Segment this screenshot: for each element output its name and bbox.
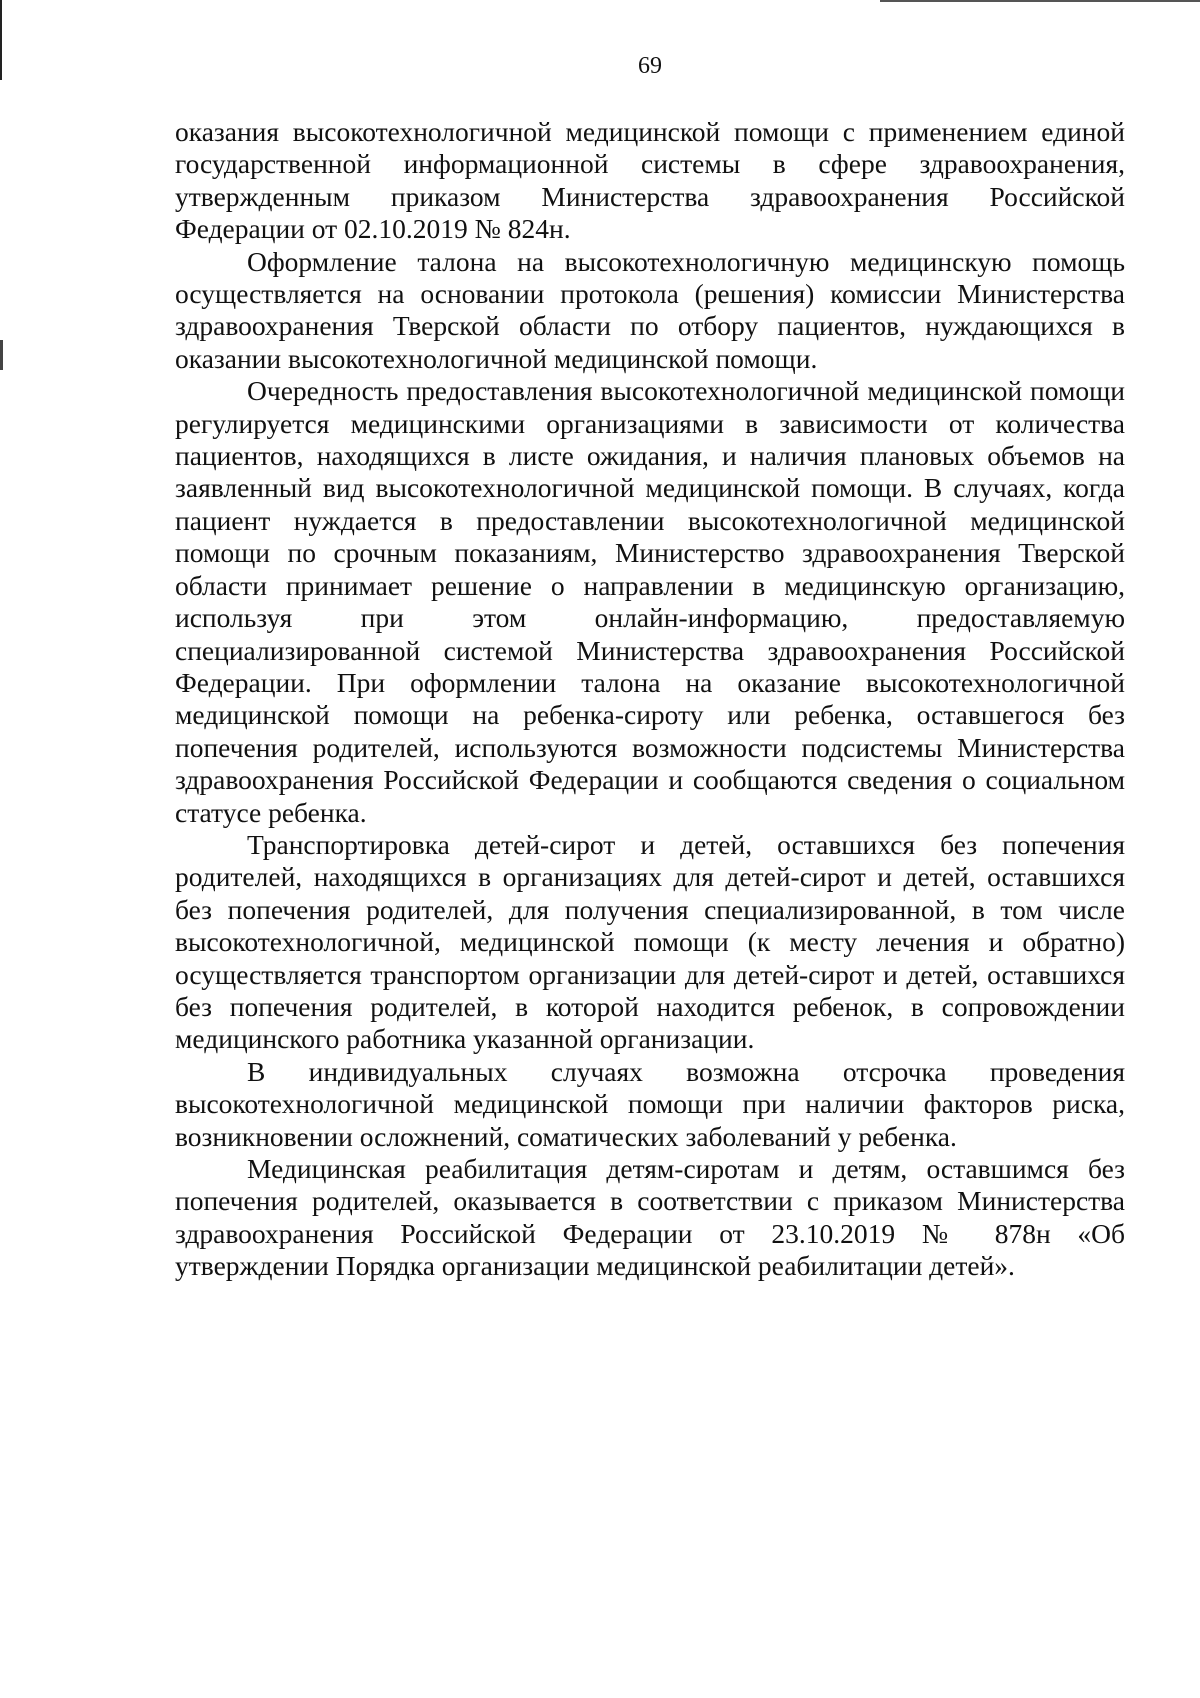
paragraph: Очередность предоставления высокотехнологичной медицинской помощи регулируется медицинскими организациями в зависимости от количества пациентов, находящихся в листе ожидания, и наличия плановых объемов на заявленный вид высокотехнологичной медицинской помощи. В случаях, когда пациент нуждается в предоставлении высокотехнологичной медицинской помощи по срочным показаниям, Министерство здравоохранения Тверской области принимает решение о направлении в медицинскую организацию, используя при этом онлайн-информацию, предоставляемую специализированной системой Министерства здравоохранения Российской Федерации. При оформлении талона на оказание высокотехнологичной медицинской помощи на ребенка-сироту или ребенка, оставшегося без попечения родителей, используются возможности подсистемы Министерства здравоохранения Российской Федерации и сообщаются сведения о социальном статусе ребенка.	[175, 375, 1125, 828]
page-number: 69	[638, 53, 662, 79]
scan-edge-mark	[880, 0, 1200, 2]
paragraph: Медицинская реабилитация детям-сиротам и детям, оставшимся без попечения родителей, оказывается в соответствии с приказом Министерства здравоохранения Российской Федерации от 23.10.2019 № 878н «Об утверждении Порядка организации медицинской реабилитации детей».	[175, 1153, 1125, 1282]
paragraph: Оформление талона на высокотехнологичную медицинскую помощь осуществляется на основании протокола (решения) комиссии Министерства здравоохранения Тверской области по отбору пациентов, нуждающихся в оказании высокотехнологичной медицинской помощи.	[175, 245, 1125, 374]
paragraph: оказания высокотехнологичной медицинской помощи с применением единой государственной информационной системы в сфере здравоохранения, утвержденным приказом Министерства здравоохранения Российской Федерации от 02.10.2019 № 824н.	[175, 116, 1125, 245]
paragraph: Транспортировка детей-сирот и детей, оставшихся без попечения родителей, находящихся в организациях для детей-сирот и детей, оставшихся без попечения родителей, для получения специализированной, в том числе высокотехнологичной, медицинской помощи (к месту лечения и обратно) осуществляется транспортом организации для детей-сирот и детей, оставшихся без попечения родителей, в которой находится ребенок, в сопровождении медицинского работника указанной организации.	[175, 828, 1125, 1055]
paragraph: В индивидуальных случаях возможна отсрочка проведения высокотехнологичной медицинской помощи при наличии факторов риска, возникновении осложнений, соматических заболеваний у ребенка.	[175, 1055, 1125, 1152]
document-body	[175, 116, 1125, 1283]
scan-edge-mark	[0, 340, 3, 370]
